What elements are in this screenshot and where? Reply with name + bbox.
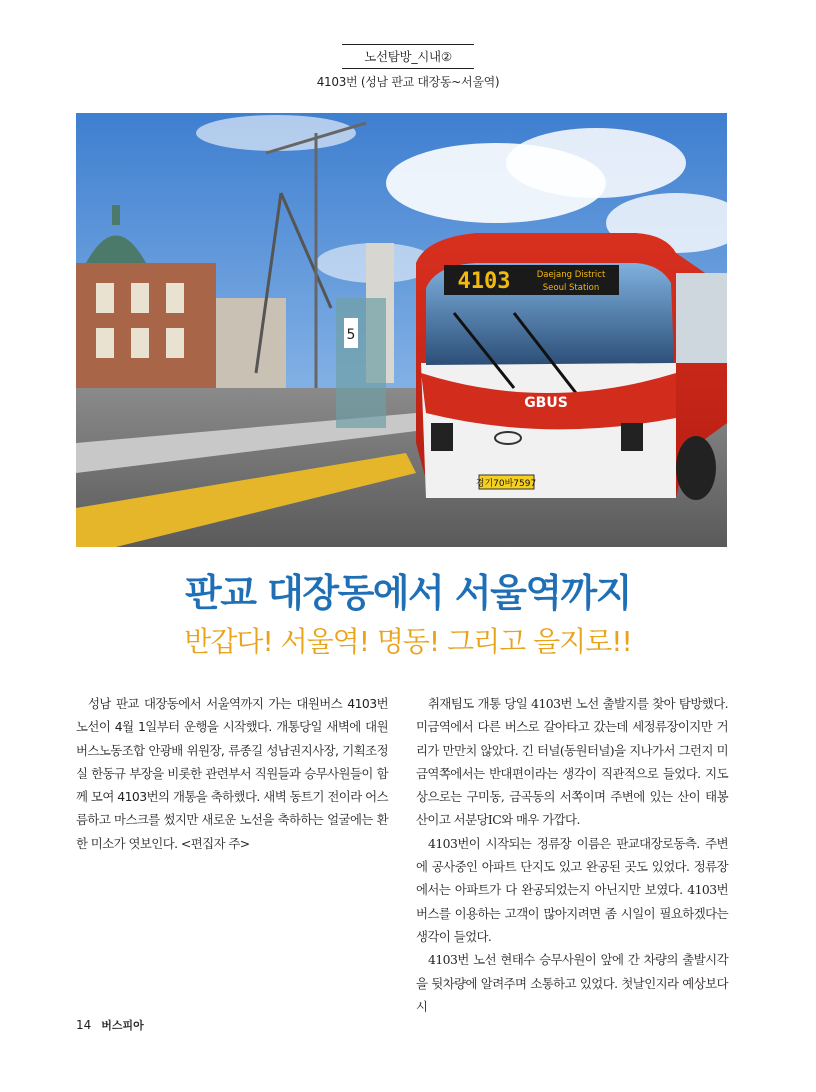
license-plate: 경기70바7597: [475, 479, 537, 489]
body-paragraph: 4103번 노선 현태수 승무사원이 앞에 간 차량의 출발시각을 뒷차량에 알려주며 소통하고 있었다. 첫날인지라 예상보다 시: [416, 952, 728, 1014]
bus-sign-dest2: Seoul Station: [542, 283, 600, 293]
intro-paragraph: 성남 판교 대장동에서 서울역까지 가는 대원버스 4103번 노선이 4월 1일부터 운행을 시작했다. 개통당일 새벽에 대원버스노동조합 안광배 위원장, 류종길 성남권지사장, 기획조정실 한동규 부장을 비롯한 관련부서 직원들과 승무사원들이 함께 모여 4103번의 개통을 축하했다. 새벽 동트기 전이라 어스름하고 마스크를 썼지만 새로운 노선을 축하하는 얼굴에는 환한 미소가 엿보인다. <편집자 주>: [76, 696, 388, 851]
route-label: 4103번 (성남 판교 대장동~서울역): [316, 75, 500, 89]
stop-number: 5: [346, 327, 356, 343]
body-paragraph: 취재팀도 개통 당일 4103번 노선 출발지를 찾아 탐방했다. 미금역에서 다른 버스로 갈아타고 갔는데 세정류장이지만 거리가 만만치 않았다. 긴 터널(동원터널)을 지나가서 그런지 미금역쪽에서는 반대편이라는 생각이 직관적으로 들었다. 지도상으로는 구미동, 금곡동의 서쪽이며 주변에 있는 산이 태봉산이고 서분당IC와 매우 가깝다.: [416, 696, 728, 828]
section-label: 노선탐방_시내②: [364, 49, 452, 64]
section-header: [0, 44, 816, 91]
header-rule-bottom: [342, 68, 474, 69]
body-paragraph: 4103번이 시작되는 정류장 이름은 판교대장로동측. 주변에 공사중인 아파트 단지도 있고 완공된 곳도 있었다. 정류장에서는 아파트가 다 완공되었는지 아닌지만 보였다. 4103번 버스를 이용하는 고객이 많아지려면 좀 시일이 필요하겠다는 생각이 들었다.: [416, 835, 728, 944]
body-column: [416, 692, 728, 1018]
magazine-name: 버스피아: [101, 1019, 144, 1032]
intro-column: [76, 692, 388, 855]
bus-brand: GBUS: [524, 395, 568, 411]
page-number: 14: [76, 1018, 92, 1032]
bus-photo: [76, 113, 727, 547]
subheadline: 반갑다! 서울역! 명동! 그리고 을지로!!: [184, 625, 632, 658]
headline: 판교 대장동에서 서울역까지: [185, 571, 631, 615]
bus-sign-number: 4103: [457, 269, 511, 294]
page-footer: [76, 1017, 144, 1033]
bus-sign-dest1: Daejang District: [536, 270, 606, 280]
